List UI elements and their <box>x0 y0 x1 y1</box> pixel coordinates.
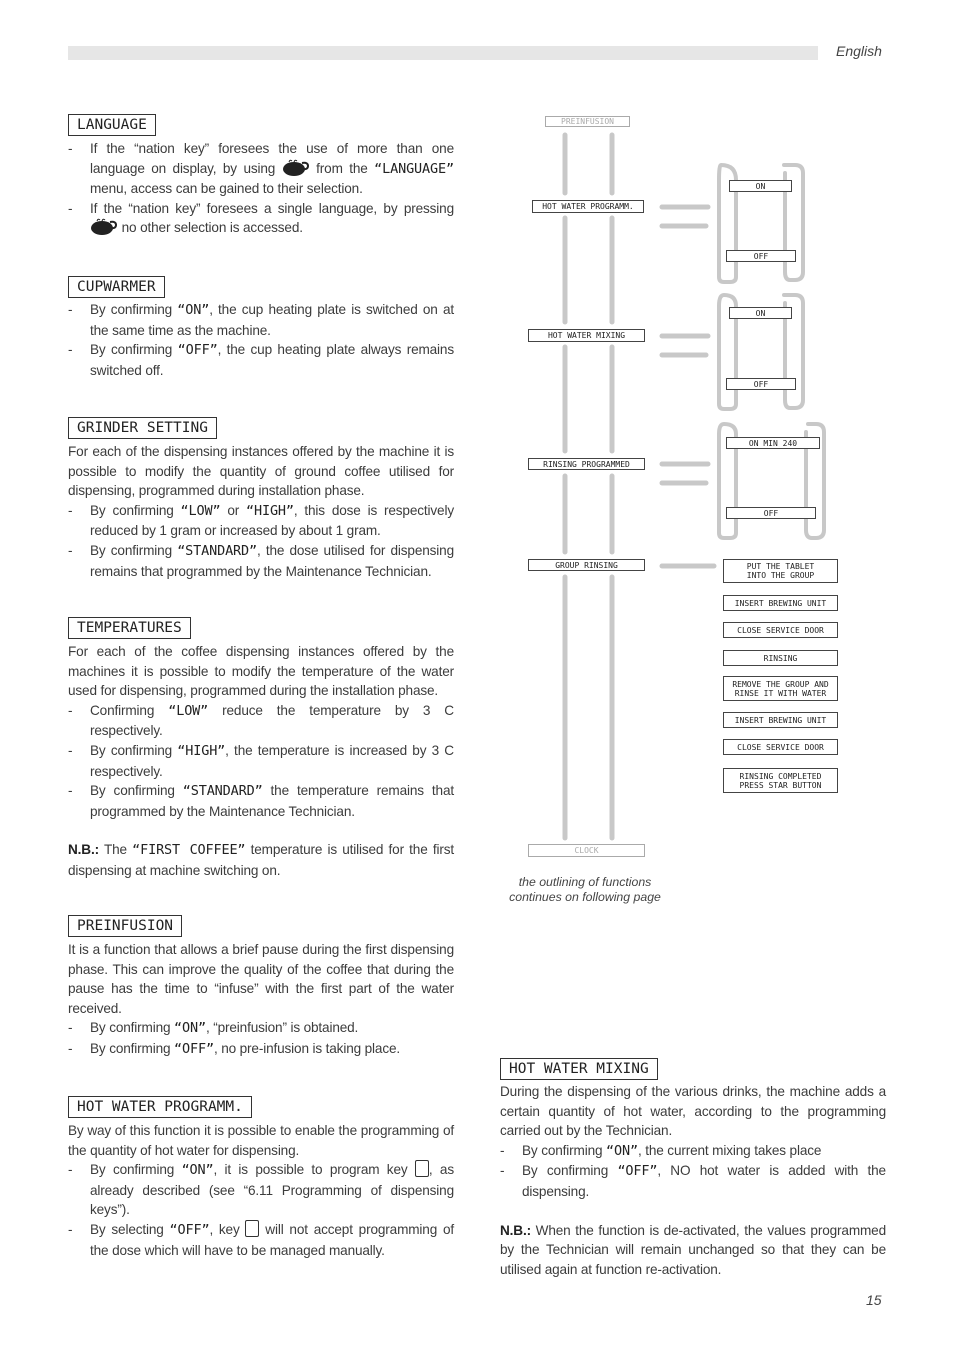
list-item: - By confirming “HIGH”, the temperature is increased by 3 C respectively. <box>68 741 454 781</box>
header-language: English <box>836 43 882 59</box>
list-item: - By confirming “OFF”, no pre-infusion is taking place. <box>68 1039 454 1060</box>
diagram-step: RINSING <box>723 650 838 666</box>
diagram-option-off: OFF <box>726 378 796 390</box>
diagram-option-off: OFF <box>726 507 816 519</box>
page-number: 15 <box>866 1292 882 1308</box>
diagram-box-rinsing-programmed: RINSING PROGRAMMED <box>528 458 645 470</box>
paragraph: During the dispensing of the various drinks, the machine adds a certain quantity of hot water, according to the programming carried out by the Technician. <box>500 1084 886 1139</box>
diagram-step: CLOSE SERVICE DOOR <box>723 739 838 755</box>
diagram-step: INSERT BREWING UNIT <box>723 595 838 611</box>
paragraph: For each of the coffee dispensing instances offered by the machines it is possible to modify the temperature of the water used for dispensing, programmed during the installation phase. <box>68 644 454 699</box>
list-item: - By confirming “STANDARD”, the dose utilised for dispensing remains that programmed by the Maintenance Technician. <box>68 541 454 581</box>
section-title-hot-water-mixing: HOT WATER MIXING <box>500 1058 658 1080</box>
diagram-step: INSERT BREWING UNIT <box>723 712 838 728</box>
section-title-cupwarmer: CUPWARMER <box>68 276 165 298</box>
list-item: - If the “nation key” foresees a single language, by pressing no other selection is accessed. <box>68 199 454 238</box>
diagram-box-clock: CLOCK <box>528 844 645 857</box>
diagram-step: REMOVE THE GROUP AND RINSE IT WITH WATER <box>723 676 838 701</box>
diagram-step: PUT THE TABLET INTO THE GROUP <box>723 559 838 583</box>
paragraph: By way of this function it is possible to enable the programming of the quantity of hot water for dispensing. <box>68 1123 454 1158</box>
section-title-temperatures: TEMPERATURES <box>68 617 191 639</box>
list-item: - By confirming “OFF”, the cup heating plate always remains switched off. <box>68 340 454 380</box>
note: N.B.: The “FIRST COFFEE” temperature is utilised for the first dispensing at machine switching on. <box>68 842 454 878</box>
list-item: - Confirming “LOW” reduce the temperature by 3 C respectively. <box>68 701 454 741</box>
note: N.B.: When the function is de-activated, the values programmed by the Technician will remain unchanged so that they can be utilised again at function re-activation. <box>500 1222 886 1277</box>
section-title-preinfusion: PREINFUSION <box>68 915 182 937</box>
diagram-option-on: ON <box>729 307 792 319</box>
section-title-language: LANGUAGE <box>68 114 156 136</box>
list-item: - By confirming “ON”, it is possible to program key , as already described (see “6.11 Programming of dispensing keys”). <box>68 1160 454 1220</box>
list-item: - By confirming “OFF”, NO hot water is added with the dispensing. <box>500 1161 886 1201</box>
diagram-box-hot-water-programm: HOT WATER PROGRAMM. <box>532 200 644 213</box>
list-item: - By confirming “ON”, the cup heating plate is switched on at the same time as the machine. <box>68 300 454 340</box>
list-item: - By confirming “ON”, “preinfusion” is obtained. <box>68 1018 454 1039</box>
section-body-hot-water-mixing <box>500 1082 886 1279</box>
list-item: - If the “nation key” foresees the use of more than one language on display, by using from the “LANGUAGE” menu, access can be gained to their selection. <box>68 139 454 199</box>
list-item: - By selecting “OFF”, key will not accept programming of the dose which will have to be managed manually. <box>68 1220 454 1260</box>
diagram-option-on: ON <box>729 180 792 192</box>
diagram-box-group-rinsing: GROUP RINSING <box>528 559 645 571</box>
diagram-continuation-note: the outlining of functions continues on following page <box>509 875 661 904</box>
diagram-step: CLOSE SERVICE DOOR <box>723 622 838 638</box>
diagram-option-off: OFF <box>726 250 796 262</box>
diagram-step: RINSING COMPLETED PRESS STAR BUTTON <box>723 768 838 793</box>
diagram-option-on-min: ON MIN 240 <box>726 437 820 449</box>
paragraph: It is a function that allows a brief pause during the first dispensing phase. This can improve the quality of the coffee that during the pause has the time to “infuse” with the first part of the water received. <box>68 942 454 1016</box>
diagram-box-preinfusion: PREINFUSION <box>545 116 630 127</box>
paragraph: For each of the dispensing instances offered by the machine it is possible to modify the quantity of ground coffee utilised for dispensing, programmed during installation phase. <box>68 444 454 499</box>
diagram-box-hot-water-mixing: HOT WATER MIXING <box>528 329 645 342</box>
list-item: - By confirming “STANDARD” the temperature remains that programmed by the Maintenance Technician. <box>68 781 454 821</box>
list-item: - By confirming “ON”, the current mixing takes place <box>500 1141 886 1162</box>
section-title-grinder: GRINDER SETTING <box>68 417 217 439</box>
section-title-hot-water-programm: HOT WATER PROGRAMM. <box>68 1096 252 1118</box>
list-item: - By confirming “LOW” or “HIGH”, this dose is respectively reduced by 1 gram or increased by about 1 gram. <box>68 501 454 541</box>
